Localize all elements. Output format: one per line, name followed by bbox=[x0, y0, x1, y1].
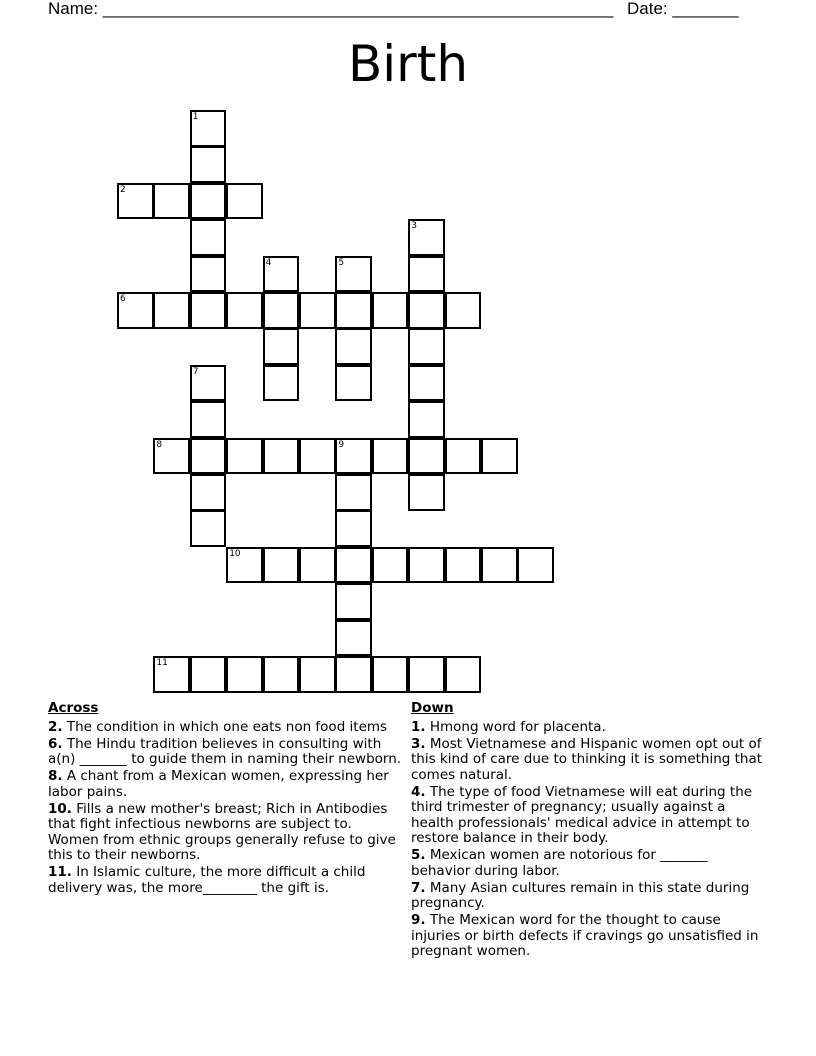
grid-cell[interactable] bbox=[263, 656, 300, 693]
across-clue: 11. In Islamic culture, the more difficult a child delivery was, the more________ the gift is. bbox=[48, 864, 366, 896]
name-field-label: Name: ______________________________________________________ bbox=[48, 0, 614, 18]
page-title: Birth bbox=[347, 35, 469, 93]
grid-cell[interactable] bbox=[408, 474, 445, 511]
grid-cell[interactable] bbox=[481, 547, 518, 584]
grid-cell[interactable] bbox=[263, 292, 300, 329]
grid-cell[interactable] bbox=[190, 474, 227, 511]
grid-cell[interactable] bbox=[153, 656, 190, 693]
grid-cell[interactable] bbox=[408, 328, 445, 365]
grid-cell[interactable] bbox=[372, 656, 409, 693]
grid-cell[interactable] bbox=[190, 110, 227, 147]
grid-cell[interactable] bbox=[408, 401, 445, 438]
grid-cell[interactable] bbox=[263, 438, 300, 475]
grid-cell[interactable] bbox=[226, 547, 263, 584]
across-clue: 2. The condition in which one eats non food items bbox=[48, 718, 388, 735]
clue-number: 4 bbox=[265, 257, 272, 268]
clue-number: 1 bbox=[192, 112, 199, 122]
grid-cell[interactable] bbox=[517, 547, 554, 584]
down-clue: 9. The Mexican word for the thought to cause injuries or birth defects if cravings go unsatisfied in pregnant women. bbox=[411, 912, 759, 959]
grid-cell[interactable] bbox=[299, 438, 336, 475]
grid-cell[interactable] bbox=[335, 656, 372, 693]
clue-number: 3 bbox=[411, 221, 417, 232]
grid-cell[interactable] bbox=[335, 328, 372, 365]
clue-number: 6 bbox=[120, 294, 126, 304]
grid-cell[interactable] bbox=[190, 219, 227, 256]
grid-cell[interactable] bbox=[408, 438, 445, 475]
grid-cell[interactable] bbox=[335, 547, 372, 584]
grid-cell[interactable] bbox=[190, 401, 227, 438]
grid-cell[interactable] bbox=[408, 365, 445, 402]
grid-cell[interactable] bbox=[335, 365, 372, 402]
grid-cell[interactable] bbox=[372, 292, 409, 329]
down-clue: 5. Mexican women are notorious for _______ behavior during labor. bbox=[411, 847, 708, 879]
grid-cell[interactable] bbox=[445, 656, 482, 693]
across-heading: Across bbox=[48, 700, 99, 716]
down-clue: 1. Hmong word for placenta. bbox=[411, 718, 606, 735]
grid-cell[interactable] bbox=[226, 438, 263, 475]
clue-number: 5 bbox=[338, 257, 345, 268]
grid-cell[interactable] bbox=[190, 146, 227, 183]
grid-cell[interactable] bbox=[445, 292, 482, 329]
grid-cell[interactable] bbox=[408, 292, 445, 329]
grid-cell[interactable] bbox=[299, 292, 336, 329]
grid-cell[interactable] bbox=[299, 547, 336, 584]
grid-cell[interactable] bbox=[408, 256, 445, 293]
down-clue: 7. Many Asian cultures remain in this state during pregnancy. bbox=[411, 879, 750, 911]
clue-number: 9 bbox=[338, 439, 345, 450]
grid-cell[interactable] bbox=[445, 438, 482, 475]
grid-cell[interactable] bbox=[226, 656, 263, 693]
across-clue: 8. A chant from a Mexican women, expressing her labor pains. bbox=[48, 768, 389, 800]
grid-cell[interactable] bbox=[117, 292, 154, 329]
grid-cell[interactable] bbox=[153, 292, 190, 329]
across-clues bbox=[48, 701, 404, 898]
down-clue: 4. The type of food Vietnamese will eat during the third trimester of pregnancy; usually against a health professionals' medical advice in attempt to restore balance in their body. bbox=[411, 783, 753, 846]
grid-cell[interactable] bbox=[335, 292, 372, 329]
grid-cell[interactable] bbox=[117, 183, 154, 220]
grid-cell[interactable] bbox=[263, 547, 300, 584]
grid-cell[interactable] bbox=[408, 656, 445, 693]
grid-cell[interactable] bbox=[481, 438, 518, 475]
grid-cell[interactable] bbox=[335, 256, 372, 293]
date-field-label: Date: _______ bbox=[627, 0, 739, 18]
grid-cell[interactable] bbox=[335, 583, 372, 620]
grid-cell[interactable] bbox=[190, 183, 227, 220]
grid-cell[interactable] bbox=[263, 365, 300, 402]
across-clue: 10. Fills a new mother's breast; Rich in Antibodies that fight infectious newborns are subject to. Women from ethnic groups generally refuse to give this to their newborns. bbox=[48, 800, 396, 863]
grid-cell[interactable] bbox=[190, 510, 227, 547]
across-clue: 6. The Hindu tradition believes in consulting with a(n) _______ to guide them in naming their newborn. bbox=[48, 735, 402, 767]
down-clues bbox=[411, 701, 767, 961]
grid-cell[interactable] bbox=[335, 438, 372, 475]
grid-cell[interactable] bbox=[299, 656, 336, 693]
grid-cell[interactable] bbox=[408, 547, 445, 584]
clue-number: 10 bbox=[229, 548, 241, 559]
grid-cell[interactable] bbox=[226, 183, 263, 220]
grid-cell[interactable] bbox=[335, 474, 372, 511]
grid-cell[interactable] bbox=[190, 438, 227, 475]
grid-cell[interactable] bbox=[153, 183, 190, 220]
clue-number: 2 bbox=[120, 184, 126, 195]
clue-number: 7 bbox=[192, 366, 199, 377]
grid-cell[interactable] bbox=[153, 438, 190, 475]
grid-cell[interactable] bbox=[263, 256, 300, 293]
grid-cell[interactable] bbox=[408, 219, 445, 256]
grid-cell[interactable] bbox=[335, 620, 372, 657]
clue-number: 11 bbox=[156, 658, 168, 668]
grid-cell[interactable] bbox=[372, 547, 409, 584]
grid-cell[interactable] bbox=[372, 438, 409, 475]
grid-cell[interactable] bbox=[190, 656, 227, 693]
down-heading: Down bbox=[411, 700, 454, 716]
grid-cell[interactable] bbox=[263, 328, 300, 365]
grid-cell[interactable] bbox=[190, 292, 227, 329]
grid-cell[interactable] bbox=[226, 292, 263, 329]
grid-cell[interactable] bbox=[335, 510, 372, 547]
down-clue: 3. Most Vietnamese and Hispanic women opt out of this kind of care due to thinking it is something that comes natural. bbox=[411, 735, 763, 783]
grid-cell[interactable] bbox=[190, 256, 227, 293]
grid-cell[interactable] bbox=[190, 365, 227, 402]
clue-number: 8 bbox=[156, 439, 163, 450]
grid-cell[interactable] bbox=[445, 547, 482, 584]
